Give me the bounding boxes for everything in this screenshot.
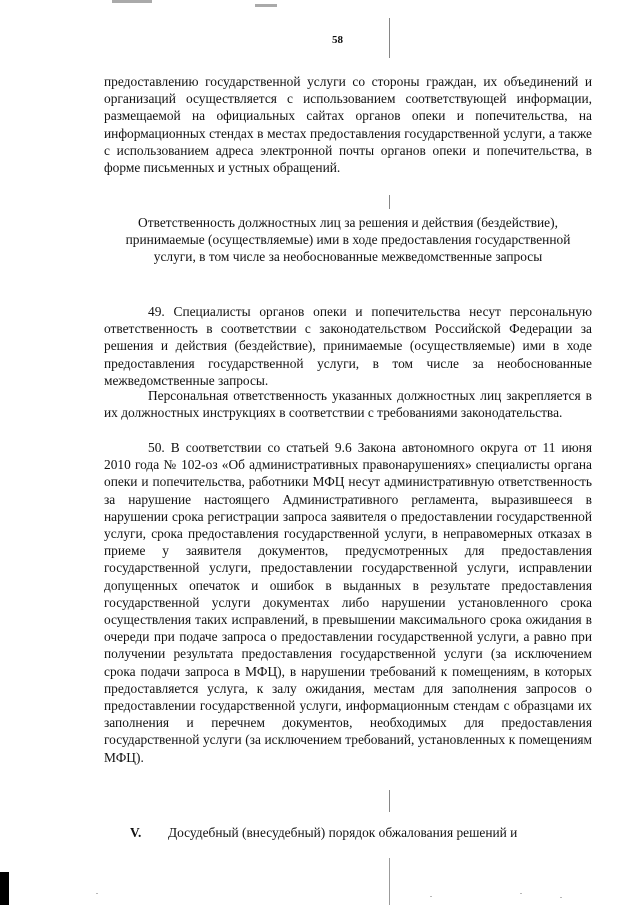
- scan-speck: [560, 897, 562, 898]
- scan-speck: [96, 893, 98, 894]
- paragraph-49: 49. Специалисты органов опеки и попечительства несут персональную ответственность в соответствии с законодательством Российской Федерации за решения и действия (бездействие), принимаемые (осуществляемые) ими в ходе предоставления государственной услуги, в том числе за необоснованные межведомственные запросы.: [104, 304, 592, 388]
- scan-edge-mark: [0, 872, 9, 905]
- scan-artifact: [389, 18, 390, 58]
- scan-artifact: [112, 0, 152, 3]
- chapter-number: V.: [130, 825, 142, 840]
- scan-speck: [520, 893, 522, 894]
- scan-artifact: [255, 4, 277, 7]
- scan-speck: [430, 896, 432, 897]
- section-heading: Ответственность должностных лиц за решения и действия (бездействие), принимаемые (осуществляемые) ими в ходе предоставления государственной услуги, в том числе за необоснованные межведомственные запросы: [125, 215, 571, 265]
- scan-artifact: [389, 858, 390, 905]
- page-number: 58: [332, 34, 343, 46]
- intro-paragraph: предоставлению государственной услуги со стороны граждан, их объединений и организаций осуществляется с использованием соответствующей информации, размещаемой на официальных сайтах органов опеки и попечительства, на информационных стендах в местах предоставления государственной услуги, а также с использованием адреса электронной почты органов опеки и попечительства, в форме письменных и устных обращений.: [104, 74, 592, 176]
- scan-artifact: [389, 790, 390, 812]
- paragraph-50: 50. В соответствии со статьей 9.6 Закона автономного округа от 11 июня 2010 года № 102-оз «Об административных правонарушениях» специалисты органа опеки и попечительства, работники МФЦ несут административную ответственность за нарушение настоящего Административного регламента, выразившееся в нарушении срока регистрации запроса заявителя о предоставлении государственной услуги, срока предоставления государственной услуги, в неправомерных отказах в приеме у заявителя документов, предусмотренных для предоставления государственной услуги, предоставлении государственной услуги, исправлении допущенных опечаток и ошибок в выданных в результате предоставления государственной услуги документах либо нарушении установленного срока осуществления таких исправлений, в превышении максимального срока ожидания в очереди при подаче запроса о предоставлении государственной услуги, а равно при получении результата предоставления государственной услуги (за исключением срока подачи запроса в МФЦ), в нарушении требований к помещениям, в которых предоставляется услуга, к залу ожидания, местам для заполнения запросов о предоставлении государственной услуги, информационным стендам с образцами их заполнения и перечнем документов, необходимых для предоставления государственной услуги (за исключением требований, установленных к помещениям МФЦ).: [104, 440, 592, 765]
- scan-artifact: [389, 195, 390, 209]
- paragraph-personal-responsibility: Персональная ответственность указанных должностных лиц закрепляется в их должностных инструкциях в соответствии с требованиями законодательства.: [104, 388, 592, 421]
- chapter-title: Досудебный (внесудебный) порядок обжалования решений и: [168, 825, 518, 840]
- chapter-heading: [130, 824, 600, 841]
